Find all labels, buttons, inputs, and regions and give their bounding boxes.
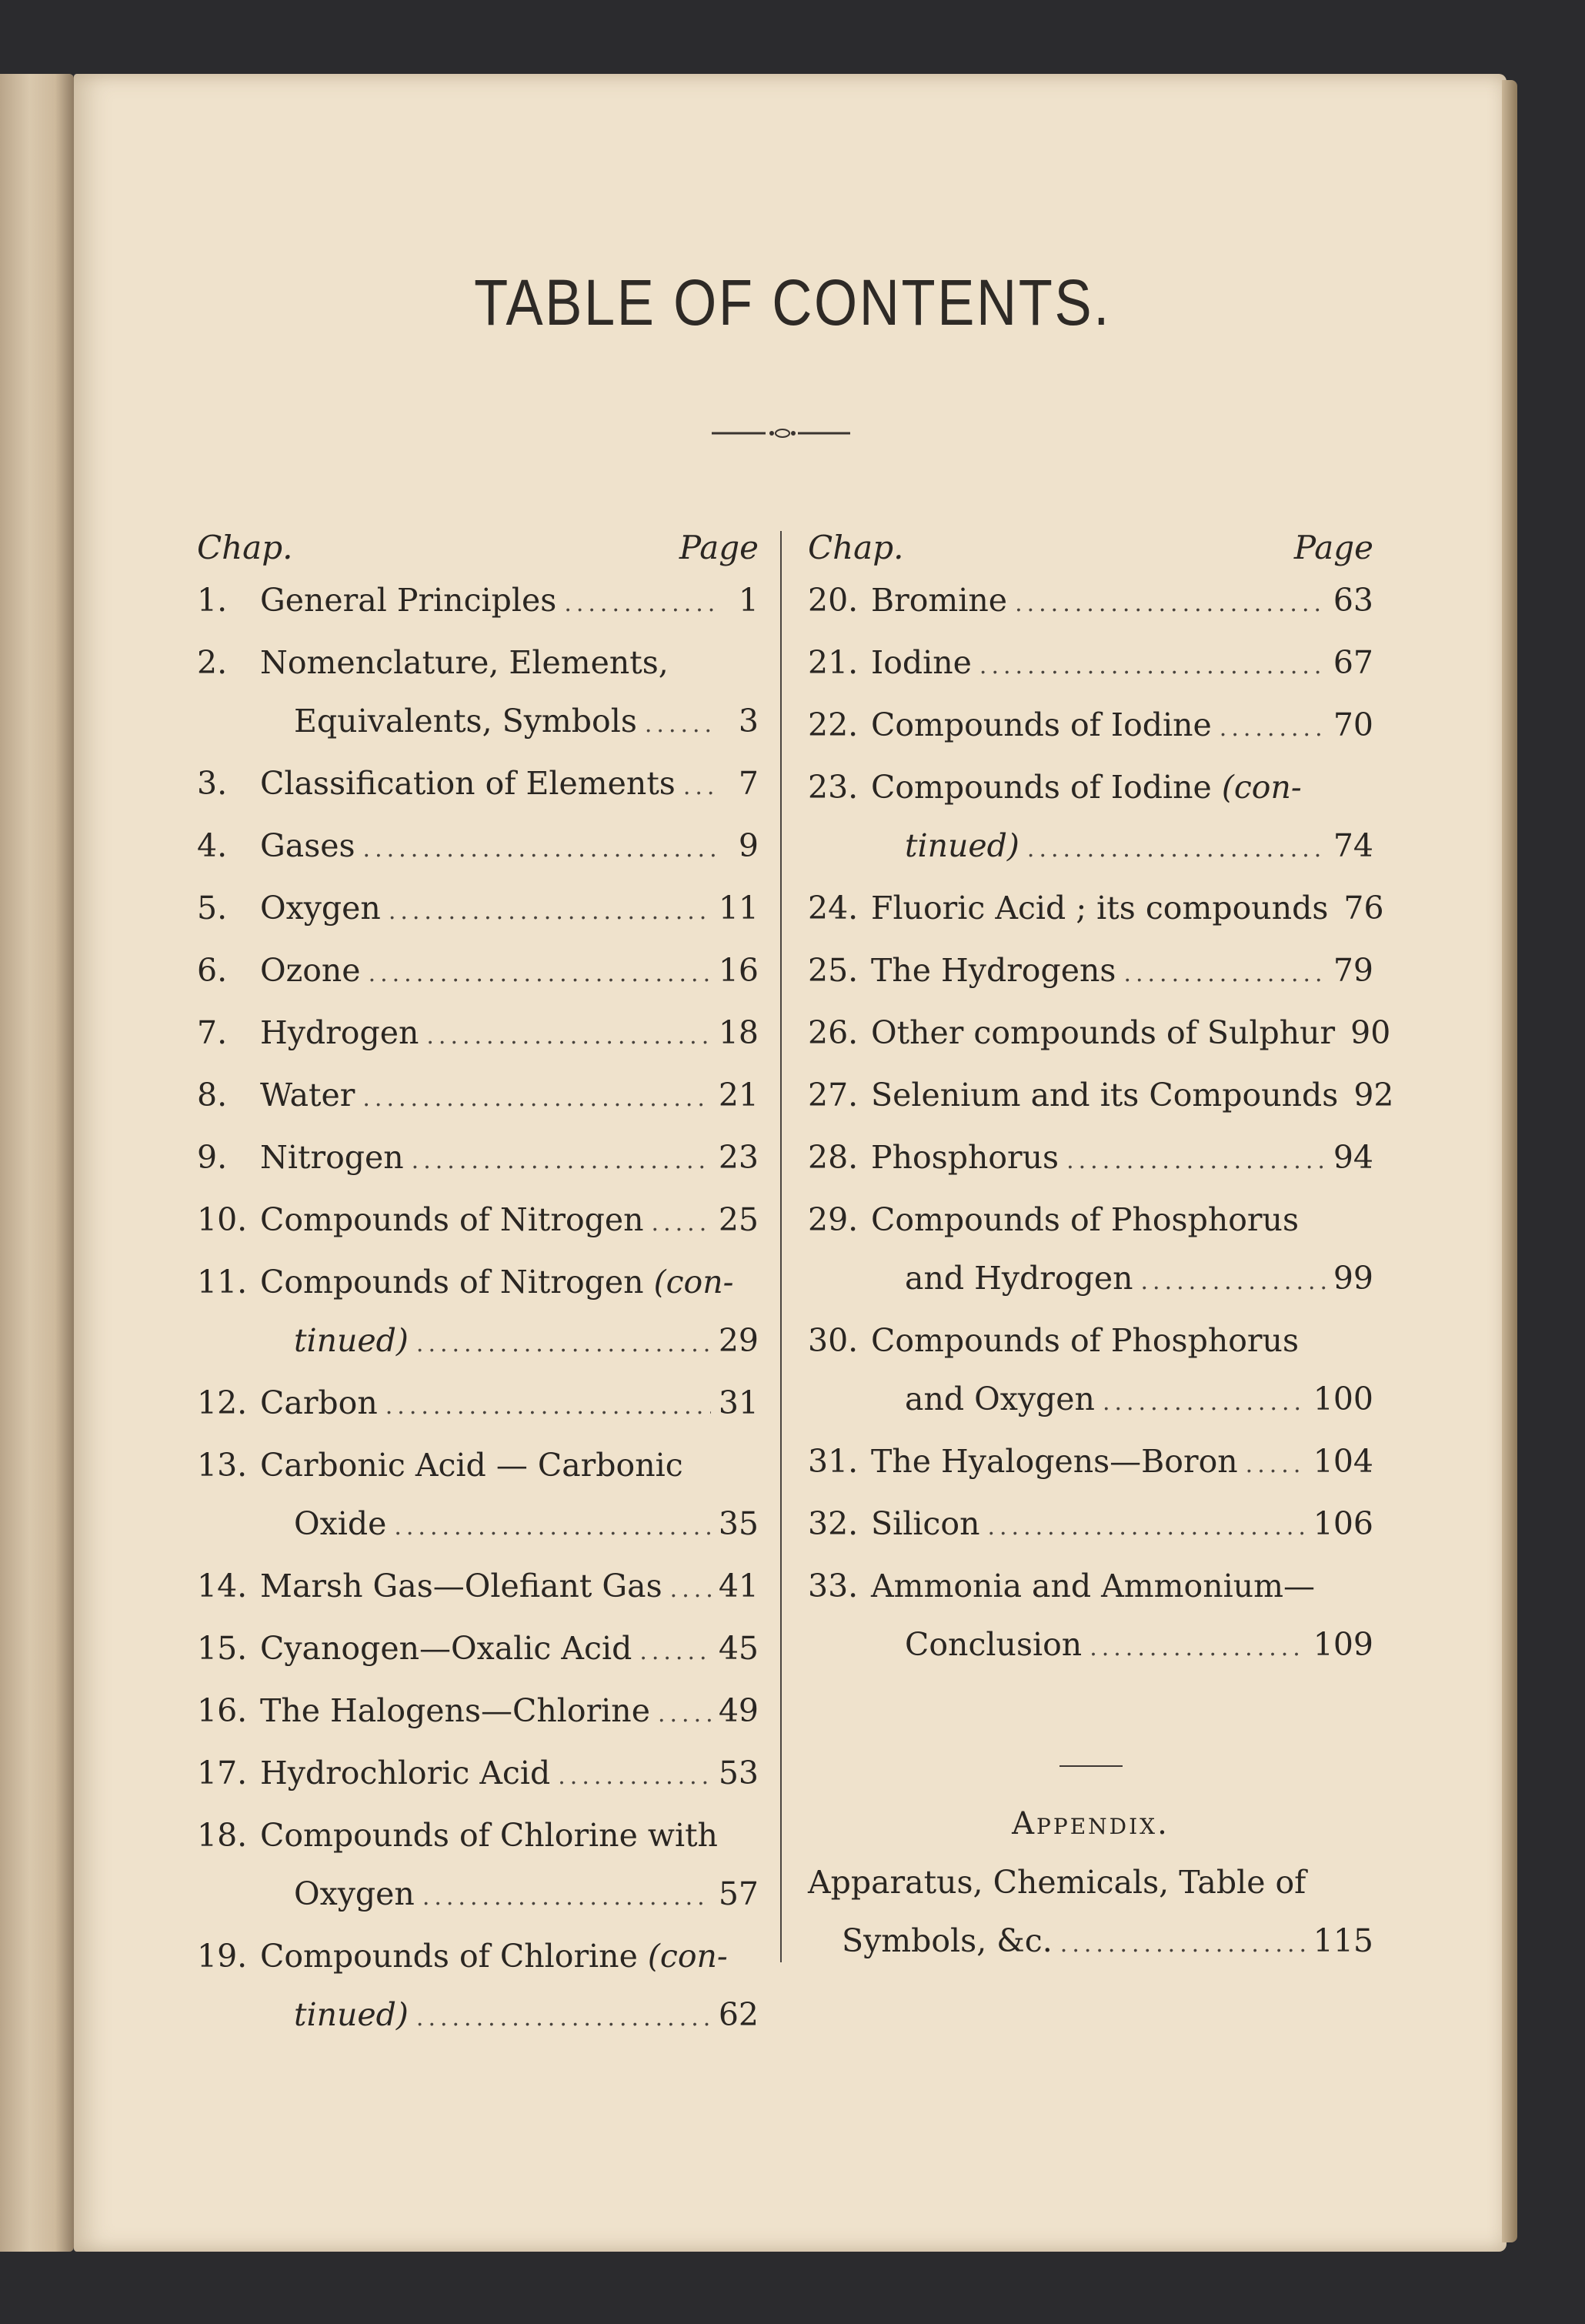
chap-label: Chap. bbox=[197, 529, 293, 566]
leader-dots bbox=[1103, 1374, 1306, 1432]
leader-dots bbox=[362, 1070, 710, 1128]
page-number: 16 bbox=[718, 952, 759, 989]
chapter-title: Carbonic Acid — Carbonic bbox=[260, 1447, 683, 1484]
toc-entry bbox=[197, 1865, 759, 1927]
page-number: 41 bbox=[718, 1568, 759, 1604]
chapter-number: 16. bbox=[197, 1692, 248, 1729]
leader-dots bbox=[1027, 820, 1326, 879]
chapter-number: 2. bbox=[197, 644, 228, 681]
chapter-title: Hydrochloric Acid bbox=[260, 1755, 551, 1791]
page-number: 25 bbox=[718, 1201, 759, 1238]
page-number: 21 bbox=[718, 1077, 759, 1114]
chapter-number: 13. bbox=[197, 1447, 248, 1484]
toc-right-column bbox=[808, 525, 1394, 1974]
page-number: 79 bbox=[1333, 952, 1373, 989]
chapter-number: 5. bbox=[197, 890, 228, 927]
toc-entry bbox=[197, 1436, 759, 1494]
chapter-title: Compounds of Iodine bbox=[871, 706, 1212, 743]
page-number: 74 bbox=[1333, 827, 1373, 864]
chapter-title: The Halogens—Chlorine bbox=[260, 1692, 650, 1729]
toc-entry bbox=[197, 1985, 759, 2048]
page-number: 23 bbox=[718, 1139, 759, 1176]
chapter-number: 7. bbox=[197, 1014, 228, 1051]
toc-entry bbox=[808, 1370, 1373, 1432]
leader-dots bbox=[1220, 700, 1326, 758]
appendix-page-number: 115 bbox=[1313, 1922, 1373, 1959]
left-entries bbox=[197, 571, 759, 2048]
page-number: 9 bbox=[738, 827, 759, 864]
chapter-title: Bromine bbox=[871, 582, 1008, 619]
chapter-title: Nitrogen bbox=[260, 1139, 404, 1176]
toc-entry bbox=[197, 754, 759, 816]
leader-dots bbox=[416, 1315, 711, 1374]
page-number: 35 bbox=[718, 1505, 759, 1542]
leader-dots bbox=[412, 1132, 711, 1190]
page-number: 7 bbox=[738, 765, 759, 802]
chapter-number: 3. bbox=[197, 765, 228, 802]
toc-left-column bbox=[197, 525, 759, 2048]
page-label: Page bbox=[679, 529, 759, 566]
chapter-number: 29. bbox=[808, 1201, 859, 1238]
chapter-title: Compounds of Iodine (con- bbox=[871, 769, 1302, 806]
chapter-title: tinued) bbox=[294, 1322, 409, 1359]
leader-dots bbox=[422, 1868, 711, 1927]
toc-entry bbox=[197, 1003, 759, 1066]
chapter-title: Ozone bbox=[260, 952, 361, 989]
toc-entry bbox=[197, 1927, 759, 1985]
chapter-number: 19. bbox=[197, 1938, 248, 1975]
chapter-title: Silicon bbox=[871, 1505, 980, 1542]
chapter-title: Ammonia and Ammonium— bbox=[871, 1568, 1316, 1604]
title-ornament-icon bbox=[712, 428, 850, 439]
leader-dots bbox=[416, 1989, 711, 2048]
chapter-title: Compounds of Phosphorus bbox=[871, 1322, 1299, 1359]
chapter-number: 22. bbox=[808, 706, 859, 743]
toc-entry bbox=[808, 1190, 1373, 1249]
toc-entry bbox=[808, 1128, 1373, 1190]
leader-dots bbox=[1066, 1132, 1326, 1190]
chapter-title: Oxygen bbox=[294, 1875, 415, 1912]
leader-dots bbox=[564, 575, 719, 633]
toc-entry bbox=[197, 1311, 759, 1374]
toc-entry bbox=[808, 1557, 1373, 1615]
chapter-number: 27. bbox=[808, 1077, 859, 1114]
chapter-title: Other compounds of Sulphur bbox=[871, 1014, 1336, 1051]
toc-entry bbox=[197, 1806, 759, 1865]
toc-entry bbox=[197, 941, 759, 1003]
toc-entry bbox=[197, 1128, 759, 1190]
leader-dots bbox=[394, 1498, 710, 1557]
leader-dots bbox=[369, 945, 711, 1003]
chapter-title: Hydrogen bbox=[260, 1014, 419, 1051]
chapter-number: 15. bbox=[197, 1630, 248, 1667]
toc-entry bbox=[197, 1681, 759, 1744]
toc-entry bbox=[808, 633, 1373, 696]
chapter-title: Carbon bbox=[260, 1384, 378, 1421]
left-column-header bbox=[197, 525, 759, 571]
leader-dots bbox=[426, 1007, 710, 1066]
toc-entry bbox=[197, 1619, 759, 1681]
appendix-text: Apparatus, Chemicals, Table of bbox=[808, 1864, 1306, 1901]
toc-entry bbox=[808, 1494, 1373, 1557]
page-number: 104 bbox=[1313, 1443, 1373, 1480]
toc-entry bbox=[197, 1744, 759, 1806]
page-number: 94 bbox=[1333, 1139, 1373, 1176]
column-divider bbox=[780, 531, 782, 1962]
chapter-number: 32. bbox=[808, 1505, 859, 1542]
toc-entry bbox=[808, 1615, 1373, 1678]
chapter-number: 6. bbox=[197, 952, 228, 989]
chapter-title: and Hydrogen bbox=[905, 1260, 1133, 1297]
chapter-number: 25. bbox=[808, 952, 859, 989]
chapter-title: Nomenclature, Elements, bbox=[260, 644, 669, 681]
chapter-title: The Hyalogens—Boron bbox=[871, 1443, 1238, 1480]
chapter-title: Oxygen bbox=[260, 890, 381, 927]
chapter-title: Water bbox=[260, 1077, 355, 1114]
toc-entry bbox=[808, 941, 1373, 1003]
page-number: 31 bbox=[718, 1384, 759, 1421]
toc-entry bbox=[197, 571, 759, 633]
page-number: 57 bbox=[718, 1875, 759, 1912]
chapter-title: Oxide bbox=[294, 1505, 387, 1542]
leader-dots bbox=[683, 758, 719, 816]
chapter-title: Compounds of Chlorine with bbox=[260, 1817, 718, 1854]
chapter-title: Compounds of Phosphorus bbox=[871, 1201, 1299, 1238]
page-label: Page bbox=[1293, 529, 1373, 566]
toc-entry bbox=[808, 758, 1373, 816]
chapter-title: General Principles bbox=[260, 582, 557, 619]
toc-entry bbox=[808, 1249, 1373, 1311]
right-column-header bbox=[808, 525, 1373, 571]
chapter-title: Conclusion bbox=[905, 1626, 1083, 1663]
chapter-title: The Hydrogens bbox=[871, 952, 1116, 989]
chapter-title: and Oxygen bbox=[905, 1381, 1095, 1417]
leader-dots bbox=[987, 1498, 1305, 1557]
chapter-title: Marsh Gas—Olefiant Gas bbox=[260, 1568, 662, 1604]
leader-dots bbox=[1246, 1436, 1306, 1494]
leader-dots bbox=[670, 1561, 711, 1619]
page-number: 1 bbox=[738, 582, 759, 619]
chapter-number: 26. bbox=[808, 1014, 859, 1051]
leader-dots bbox=[363, 820, 719, 879]
leader-dots bbox=[1123, 945, 1325, 1003]
chapter-number: 4. bbox=[197, 827, 228, 864]
chapter-title: tinued) bbox=[294, 1996, 409, 2033]
toc-entry bbox=[197, 1253, 759, 1311]
toc-entry bbox=[808, 1432, 1373, 1494]
leader-dots bbox=[1089, 1619, 1306, 1678]
chapter-title: tinued) bbox=[905, 827, 1019, 864]
chapter-number: 33. bbox=[808, 1568, 859, 1604]
page-title: TABLE OF CONTENTS. bbox=[474, 266, 1111, 339]
chapter-number: 24. bbox=[808, 890, 859, 927]
leader-dots bbox=[1060, 1915, 1306, 1974]
chapter-number: 28. bbox=[808, 1139, 859, 1176]
chapter-title: Compounds of Chlorine (con- bbox=[260, 1938, 728, 1975]
chapter-title: Cyanogen—Oxalic Acid bbox=[260, 1630, 632, 1667]
page-number: 76 bbox=[1343, 890, 1384, 927]
leader-dots bbox=[652, 1194, 711, 1253]
chapter-number: 14. bbox=[197, 1568, 248, 1604]
chapter-number: 9. bbox=[197, 1139, 228, 1176]
previous-page-edge bbox=[0, 74, 74, 2252]
leader-dots bbox=[645, 696, 719, 754]
chapter-number: 11. bbox=[197, 1264, 248, 1301]
chapter-title: Compounds of Nitrogen bbox=[260, 1201, 644, 1238]
toc-entry bbox=[197, 1190, 759, 1253]
appendix-line bbox=[808, 1853, 1373, 1912]
toc-entry bbox=[197, 1066, 759, 1128]
toc-entry bbox=[808, 1003, 1391, 1066]
leader-dots bbox=[639, 1623, 711, 1681]
leader-dots bbox=[979, 637, 1326, 696]
leader-dots bbox=[1141, 1253, 1326, 1311]
appendix-line bbox=[808, 1912, 1373, 1974]
chapter-number: 8. bbox=[197, 1077, 228, 1114]
toc-entry bbox=[197, 692, 759, 754]
leader-dots bbox=[1015, 575, 1326, 633]
page-number: 67 bbox=[1333, 644, 1373, 681]
toc-entry bbox=[808, 1311, 1373, 1370]
page-fore-edge bbox=[1502, 80, 1517, 2242]
page-number: 90 bbox=[1350, 1014, 1391, 1051]
page-number: 109 bbox=[1313, 1626, 1373, 1663]
chapter-title: Fluoric Acid ; its compounds bbox=[871, 890, 1329, 927]
chapter-number: 31. bbox=[808, 1443, 859, 1480]
toc-entry bbox=[197, 1374, 759, 1436]
chapter-number: 18. bbox=[197, 1817, 248, 1854]
chapter-number: 30. bbox=[808, 1322, 859, 1359]
chapter-title: Equivalents, Symbols bbox=[294, 703, 637, 740]
chapter-number: 20. bbox=[808, 582, 859, 619]
page-number: 92 bbox=[1353, 1077, 1394, 1114]
toc-entry bbox=[197, 633, 759, 692]
chapter-title: Phosphorus bbox=[871, 1139, 1059, 1176]
toc-entry bbox=[808, 1066, 1394, 1128]
chapter-title: Gases bbox=[260, 827, 355, 864]
toc-entry bbox=[808, 879, 1384, 941]
appendix-rule bbox=[1059, 1765, 1123, 1767]
page-number: 45 bbox=[718, 1630, 759, 1667]
page-number: 62 bbox=[718, 1996, 759, 2033]
toc-entry bbox=[197, 1557, 759, 1619]
page-number: 99 bbox=[1333, 1260, 1373, 1297]
appendix-text: Symbols, &c. bbox=[842, 1922, 1053, 1959]
page-number: 29 bbox=[718, 1322, 759, 1359]
chap-label: Chap. bbox=[808, 529, 904, 566]
toc-entry bbox=[808, 571, 1373, 633]
page-number: 11 bbox=[718, 890, 759, 927]
leader-dots bbox=[658, 1685, 711, 1744]
chapter-number: 12. bbox=[197, 1384, 248, 1421]
toc-entry bbox=[197, 816, 759, 879]
chapter-title: Selenium and its Compounds bbox=[871, 1077, 1339, 1114]
page-number: 18 bbox=[718, 1014, 759, 1051]
leader-dots bbox=[385, 1377, 711, 1436]
right-entries bbox=[808, 571, 1394, 1678]
leader-dots bbox=[389, 883, 711, 941]
toc-entry bbox=[808, 816, 1373, 879]
leader-dots bbox=[558, 1748, 711, 1806]
page-number: 53 bbox=[718, 1755, 759, 1791]
toc-entry bbox=[197, 1494, 759, 1557]
chapter-number: 1. bbox=[197, 582, 228, 619]
page-number: 49 bbox=[718, 1692, 759, 1729]
page-number: 106 bbox=[1313, 1505, 1373, 1542]
page-number: 70 bbox=[1333, 706, 1373, 743]
toc-entry bbox=[808, 696, 1373, 758]
chapter-number: 21. bbox=[808, 644, 859, 681]
chapter-title: Compounds of Nitrogen (con- bbox=[260, 1264, 734, 1301]
chapter-number: 17. bbox=[197, 1755, 248, 1791]
chapter-title: Iodine bbox=[871, 644, 972, 681]
page-number: 100 bbox=[1313, 1381, 1373, 1417]
chapter-number: 10. bbox=[197, 1201, 248, 1238]
toc-entry bbox=[197, 879, 759, 941]
chapter-number: 23. bbox=[808, 769, 859, 806]
appendix-heading: Appendix. bbox=[1012, 1806, 1170, 1842]
chapter-title: Classification of Elements bbox=[260, 765, 676, 802]
page-number: 3 bbox=[738, 703, 759, 740]
page-number: 63 bbox=[1333, 582, 1373, 619]
